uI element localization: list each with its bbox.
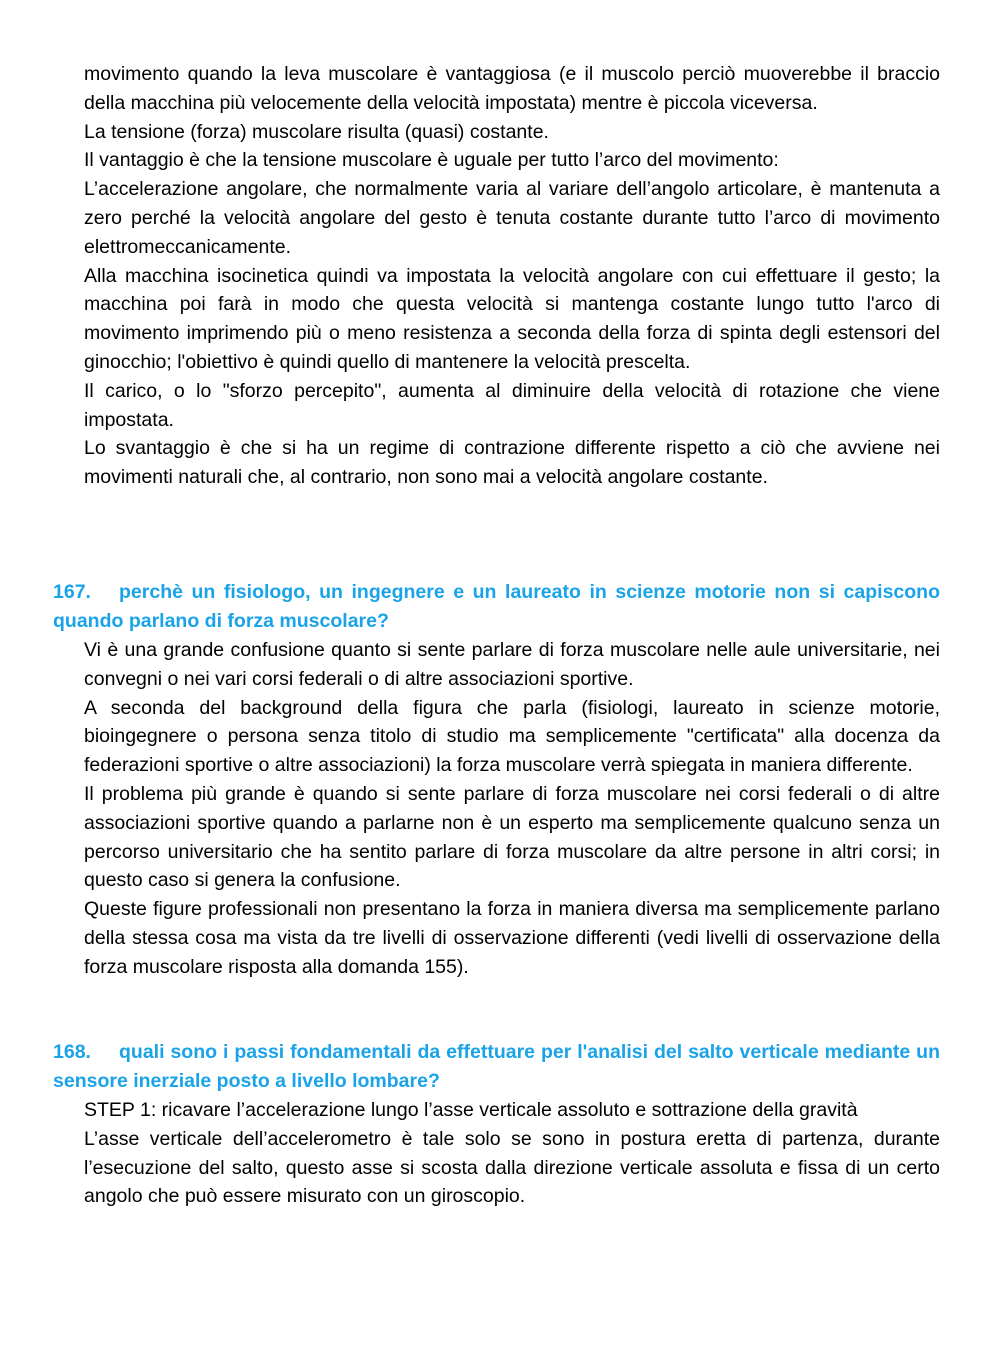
paragraph: Il carico, o lo "sforzo percepito", aumenta al diminuire della velocità di rotazione che viene impostata. [84, 379, 940, 431]
paragraph: Alla macchina isocinetica quindi va impostata la velocità angolare con cui effettuare il gesto; la macchina poi farà in modo che questa velocità si mantenga costante lungo tutto l'arco di movimento imprimendo più o meno resistenza a seconda della forza di spinta degli estensori del ginocchio; l'obiettivo è quindi quello di mantenere la velocità prescelta. [84, 264, 940, 373]
question-number: 167. [53, 581, 91, 603]
answer-167 [84, 636, 940, 982]
paragraph: Il vantaggio è che la tensione muscolare è uguale per tutto l’arco del movimento: [84, 149, 779, 172]
paragraph: Queste figure professionali non presentano la forza in maniera diversa ma semplicemente parlano della stessa cosa ma vista da tre livelli di osservazione differenti (vedi livelli di osservazione della forza muscolare risposta alla domanda 155). [84, 898, 940, 978]
question-heading-168 [53, 1038, 940, 1096]
question-text: quali sono i passi fondamentali da effettuare per l'analisi del salto verticale mediante un sensore inerziale posto a livello lombare? [53, 1041, 940, 1092]
paragraph: A seconda del background della figura che parla (fisiologi, laureato in scienze motorie, bioingegnere o persona senza titolo di studio ma semplicemente "certificata" alla docenza da federazioni sportive o altre associazioni) la forza muscolare verrà spiegata in maniera differente. [84, 696, 940, 777]
paragraph: Lo svantaggio è che si ha un regime di contrazione differente rispetto a ciò che avviene nei movimenti naturali che, al contrario, non sono mai a velocità angolare costante. [84, 437, 940, 489]
paragraph: STEP 1: ricavare l’accelerazione lungo l’asse verticale assoluto e sottrazione della gravità [84, 1099, 858, 1121]
question-heading-167 [53, 578, 940, 636]
paragraph: Vi è una grande confusione quanto si sente parlare di forza muscolare nelle aule universitarie, nei convegni o nei vari corsi federali o di altre associazioni sportive. [84, 639, 940, 690]
top-section [84, 60, 940, 492]
paragraph: movimento quando la leva muscolare è vantaggiosa (e il muscolo perciò muoverebbe il braccio della macchina più velocemente della velocità impostata) mentre è piccola viceversa. [84, 63, 940, 114]
paragraph: Il problema più grande è quando si sente parlare di forza muscolare nei corsi federali o di altre associazioni sportive quando a parlarne non è un esperto ma semplicemente qualcuno senza un percorso universitario che ha sentito parlare di forza muscolare da altre persone in altri corsi; in questo caso si genera la confusione. [84, 782, 940, 892]
paragraph: L’accelerazione angolare, che normalmente varia al variare dell’angolo articolare, è mantenuta a zero perché la velocità angolare del gesto è tenuta costante durante tutto l’arco di movimento elettromeccanicamente. [84, 178, 940, 258]
question-number: 168. [53, 1041, 91, 1063]
question-text: perchè un fisiologo, un ingegnere e un laureato in scienze motorie non si capiscono quando parlano di forza muscolare? [53, 581, 940, 632]
paragraph: La tensione (forza) muscolare risulta (quasi) costante. [84, 120, 549, 143]
answer-168 [84, 1096, 940, 1211]
paragraph: L’asse verticale dell’accelerometro è tale solo se sono in postura eretta di partenza, durante l’esecuzione del salto, questo asse si scosta dalla direzione verticale assoluta e fissa di un certo angolo che può essere misurato con un giroscopio. [84, 1127, 940, 1208]
